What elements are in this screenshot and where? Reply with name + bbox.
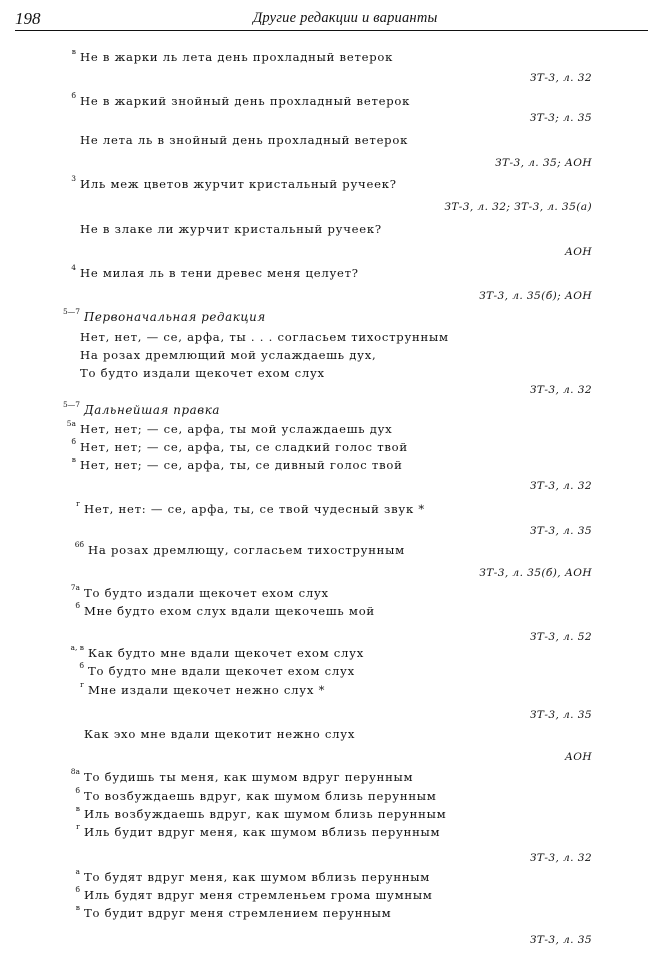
variant-line: Иль возбуждаешь вдруг, как шумом близь перунным bbox=[84, 807, 447, 821]
source-reference: ЗТ-3, л. 32 bbox=[529, 480, 592, 492]
variant-marker: в bbox=[75, 903, 80, 912]
source-reference: ЗТ-3; л. 35 bbox=[529, 112, 592, 124]
variant-marker: 3 bbox=[71, 174, 76, 183]
source-reference: ЗТ-3, л. 52 bbox=[529, 631, 592, 643]
source-reference: ЗТ-3, л. 32; ЗТ-3, л. 35(а) bbox=[444, 201, 592, 213]
variant-marker: а bbox=[75, 867, 80, 876]
section-heading: Первоначальная редакция bbox=[84, 310, 266, 324]
variant-line: То будто мне вдали щекочет ехом слух bbox=[88, 664, 355, 678]
variant-line: Мне издали щекочет нежно слух * bbox=[88, 683, 326, 697]
source-reference: ЗТ-3, л. 35 bbox=[529, 525, 592, 537]
section-heading: Дальнейшая правка bbox=[84, 403, 221, 417]
variant-marker: 6б bbox=[74, 540, 84, 549]
variant-marker: 7а bbox=[70, 583, 80, 592]
source-reference: АОН bbox=[564, 751, 592, 763]
variant-line: Нет, нет; — се, арфа, ты мой услаждаешь дух bbox=[80, 422, 393, 436]
variant-line: Мне будто ехом слух вдали щекочешь мой bbox=[84, 604, 375, 618]
variant-line: Нет, нет; — се, арфа, ты, се дивный голос твой bbox=[80, 458, 403, 472]
variant-line: Нет, нет: — се, арфа, ты, се твой чудесный звук * bbox=[84, 502, 425, 516]
variant-line: Как эхо мне вдали щекотит нежно слух bbox=[84, 727, 356, 741]
variant-line: Иль меж цветов журчит кристальный ручеек? bbox=[80, 177, 397, 191]
source-reference: ЗТ-3, л. 35(б), АОН bbox=[479, 567, 592, 579]
variant-marker: 4 bbox=[71, 263, 76, 272]
variant-marker: б bbox=[75, 885, 80, 894]
source-reference: ЗТ-3, л. 35(б); АОН bbox=[479, 290, 592, 302]
variant-marker: в bbox=[71, 455, 76, 464]
variant-line: Не лета ль в знойный день прохладный ветерок bbox=[80, 133, 409, 147]
variant-line: На розах дремлющий мой услаждаешь дух, bbox=[80, 348, 377, 362]
page-number: 198 bbox=[15, 9, 41, 28]
variant-marker: 5—7 bbox=[62, 307, 80, 316]
source-reference: ЗТ-3, л. 35; АОН bbox=[495, 157, 592, 169]
variant-marker: б bbox=[75, 786, 80, 795]
variant-marker: 5—7 bbox=[62, 400, 80, 409]
variant-line: То возбуждаешь вдруг, как шумом близь перунным bbox=[84, 789, 437, 803]
variant-line: То будишь ты меня, как шумом вдруг перунным bbox=[84, 770, 414, 784]
variant-marker: г bbox=[76, 822, 80, 831]
source-reference: ЗТ-3, л. 35 bbox=[529, 709, 592, 721]
source-reference: ЗТ-3, л. 32 bbox=[529, 384, 592, 396]
variant-line: Не в жаркий знойный день прохладный ветерок bbox=[80, 94, 411, 108]
variant-line: То будит вдруг меня стремлением перунным bbox=[84, 906, 392, 920]
variant-marker: а, в bbox=[70, 643, 84, 652]
variant-marker: в bbox=[71, 47, 76, 56]
page-header bbox=[15, 8, 648, 31]
variant-line: Не милая ль в тени древес меня целует? bbox=[80, 266, 359, 280]
variant-line: Как будто мне вдали щекочет ехом слух bbox=[88, 646, 365, 660]
variant-marker: б bbox=[71, 91, 76, 100]
source-reference: ЗТ-3, л. 32 bbox=[529, 852, 592, 864]
variant-line: Не в жарки ль лета день прохладный ветерок bbox=[80, 50, 394, 64]
source-reference: ЗТ-3, л. 32 bbox=[529, 72, 592, 84]
variant-line: Иль будят вдруг меня стремленьем грома шумным bbox=[84, 888, 433, 902]
variant-marker: б bbox=[79, 661, 84, 670]
variant-marker: в bbox=[75, 804, 80, 813]
variant-line: Нет, нет; — се, арфа, ты, се сладкий голос твой bbox=[80, 440, 408, 454]
variant-line: То будят вдруг меня, как шумом вблизь перунным bbox=[84, 870, 431, 884]
variant-marker: 5а bbox=[66, 419, 76, 428]
variant-marker: б bbox=[75, 601, 80, 610]
variant-line: Не в злаке ли журчит кристальный ручеек? bbox=[80, 222, 382, 236]
variant-marker: 8а bbox=[70, 767, 80, 776]
variant-line: На розах дремлющу, согласьем тихострунным bbox=[88, 543, 405, 557]
source-reference: АОН bbox=[564, 246, 592, 258]
variant-marker: г bbox=[76, 499, 80, 508]
source-reference: ЗТ-3, л. 35 bbox=[529, 934, 592, 946]
running-title: Другие редакции и варианты bbox=[253, 10, 438, 26]
variant-line: То будто издали щекочет ехом слух bbox=[84, 586, 329, 600]
variant-marker: б bbox=[71, 437, 76, 446]
variant-marker: г bbox=[80, 680, 84, 689]
variant-line: То будто издали щекочет ехом слух bbox=[80, 366, 325, 380]
variant-line: Нет, нет, — се, арфа, ты . . . согласьем тихострунным bbox=[80, 330, 449, 344]
variant-line: Иль будит вдруг меня, как шумом вблизь перунным bbox=[84, 825, 441, 839]
